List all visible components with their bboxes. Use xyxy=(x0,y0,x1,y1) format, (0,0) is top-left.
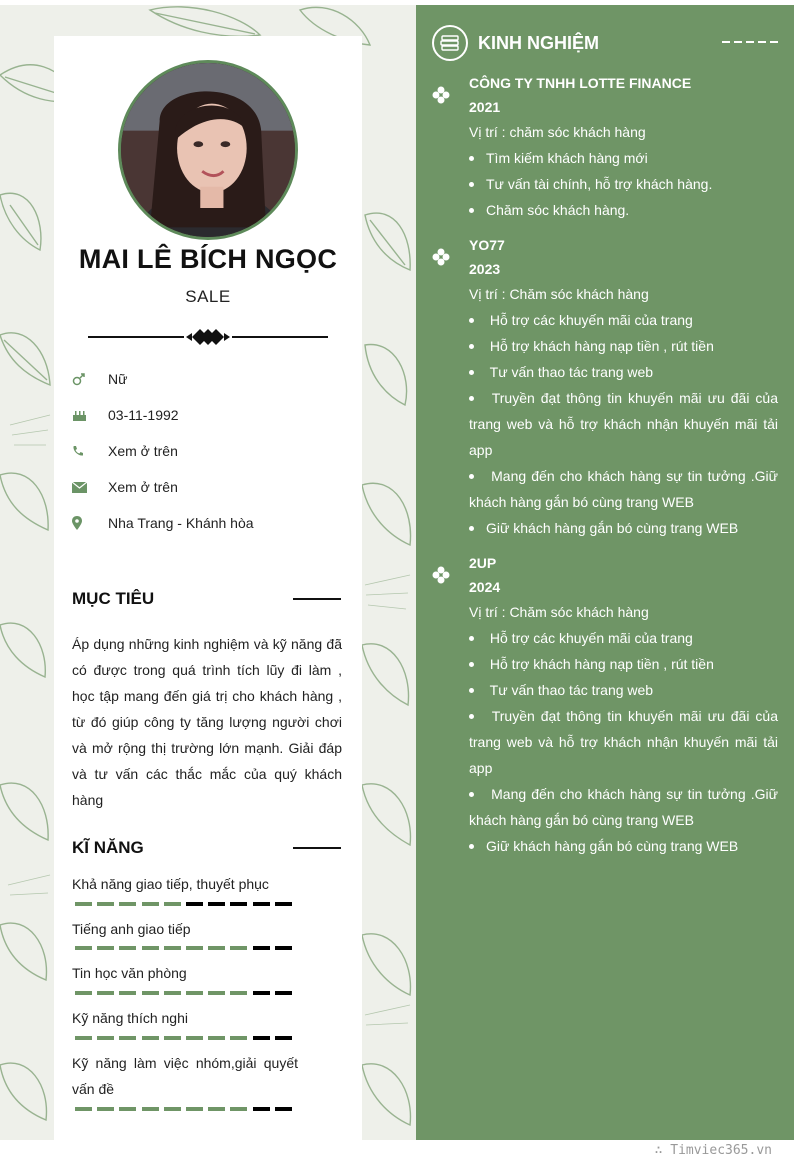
address-text: Nha Trang - Khánh hòa xyxy=(108,515,254,531)
flower-bullet-icon xyxy=(432,248,450,266)
job-bullet: Truyền đạt thông tin khuyến mãi ưu đãi của trang web và hỗ trợ khách nhận khuyến mãi tải app xyxy=(469,708,778,776)
flower-bullet-icon xyxy=(432,86,450,104)
job-bullet: Hỗ trợ khách hàng nạp tiền , rút tiền xyxy=(469,333,778,359)
skill-segment-filled xyxy=(186,1107,203,1111)
job-bullet: Truyền đạt thông tin khuyến mãi ưu đãi của trang web và hỗ trợ khách nhận khuyến mãi tải app xyxy=(469,390,778,458)
skill-segment-filled xyxy=(164,902,181,906)
skill-name: Kỹ năng làm việc nhóm,giải quyết vấn đề xyxy=(72,1055,298,1097)
skill-segment-filled xyxy=(119,946,136,950)
skills-title-line xyxy=(293,847,341,849)
job-bullet: Hỗ trợ các khuyến mãi của trang xyxy=(469,307,778,333)
skill-segment-empty xyxy=(186,902,203,906)
map-pin-icon xyxy=(72,516,108,530)
skill-name: Khả năng giao tiếp, thuyết phục xyxy=(72,876,269,892)
skill-segment-filled xyxy=(75,902,92,906)
skill-segment-filled xyxy=(230,991,247,995)
skill-segment-empty xyxy=(275,1107,292,1111)
job-bullet: Hỗ trợ khách hàng nạp tiền , rút tiền xyxy=(469,651,778,677)
job-bullet: Mang đến cho khách hàng sự tin tưởng .Giữ khách hàng gắn bó cùng trang WEB xyxy=(469,468,778,510)
skill-segment-empty xyxy=(230,902,247,906)
skill-segment-filled xyxy=(97,946,114,950)
skill-segment-filled xyxy=(97,991,114,995)
skill-segment-filled xyxy=(75,991,92,995)
experience-title: KINH NGHIỆM xyxy=(478,32,599,53)
skill-segment-empty xyxy=(275,1036,292,1040)
skill-segment-filled xyxy=(119,902,136,906)
skill-level-bar xyxy=(75,991,297,995)
skill-segment-empty xyxy=(253,1036,270,1040)
birthday-text: 03-11-1992 xyxy=(108,407,179,423)
skill-segment-filled xyxy=(97,1107,114,1111)
skill-segment-filled xyxy=(142,1036,159,1040)
job-bullet: Giữ khách hàng gắn bó cùng trang WEB xyxy=(469,515,778,541)
skill-segment-filled xyxy=(75,1107,92,1111)
job-year: 2023 xyxy=(469,261,501,277)
skill-level-bar xyxy=(75,946,297,950)
job-bullet: Tư vấn thao tác trang web xyxy=(469,359,778,385)
skill-segment-filled xyxy=(230,1036,247,1040)
avatar xyxy=(118,60,298,240)
phone-icon xyxy=(72,445,108,457)
objective-title-line xyxy=(293,598,341,600)
skill-segment-filled xyxy=(97,1036,114,1040)
skill-segment-empty xyxy=(208,902,225,906)
experience-header xyxy=(432,25,599,61)
skill-level-bar xyxy=(75,1036,297,1040)
skill-segment-filled xyxy=(208,946,225,950)
job-bullet: Tìm kiếm khách hàng mới xyxy=(469,145,778,171)
skill-segment-filled xyxy=(164,946,181,950)
skill-segment-filled xyxy=(208,1036,225,1040)
skill-level-bar xyxy=(75,1107,297,1111)
info-email xyxy=(72,476,178,498)
info-gender xyxy=(72,368,127,390)
job-position: Vị trí : Chăm sóc khách hàng xyxy=(469,604,649,620)
skill-segment-empty xyxy=(275,946,292,950)
gender-text: Nữ xyxy=(108,371,128,387)
job-bullet: Giữ khách hàng gắn bó cùng trang WEB xyxy=(469,833,778,859)
skill-segment-filled xyxy=(208,1107,225,1111)
skill-segment-filled xyxy=(142,946,159,950)
company-name: 2UP xyxy=(469,555,497,571)
skill-segment-filled xyxy=(164,1107,181,1111)
objective-title: MỤC TIÊU xyxy=(72,589,155,608)
info-phone xyxy=(72,440,178,462)
skill-segment-filled xyxy=(186,1036,203,1040)
skill-segment-filled xyxy=(164,991,181,995)
skill-segment-filled xyxy=(119,1107,136,1111)
skill-segment-filled xyxy=(119,991,136,995)
job-bullet: Hỗ trợ các khuyến mãi của trang xyxy=(469,625,778,651)
skill-segment-filled xyxy=(75,1036,92,1040)
job-bullet: Chăm sóc khách hàng. xyxy=(469,197,778,223)
skill-segment-empty xyxy=(253,1107,270,1111)
skill-name: Tin học văn phòng xyxy=(72,965,187,981)
job-bullet: Tư vấn tài chính, hỗ trợ khách hàng. xyxy=(469,171,778,197)
candidate-name: MAI LÊ BÍCH NGỌC xyxy=(78,244,338,274)
objective-text: Áp dụng những kinh nghiệm và kỹ năng đã có được trong quá trình tích lũy đi làm , học tập mang đến giá trị cho khách hàng , từ đó giúp công ty tăng lượng người chơi và mở rộng thị trường lớn mạnh. Giải đáp và tư vấn các thắc mắc của quý khách hàng xyxy=(72,636,342,808)
footer-watermark: ∴ Timviec365.vn xyxy=(654,1143,772,1158)
skill-segment-filled xyxy=(97,902,114,906)
company-name: CÔNG TY TNHH LOTTE FINANCE xyxy=(469,75,692,91)
job-year: 2024 xyxy=(469,579,501,595)
skill-segment-filled xyxy=(164,1036,181,1040)
books-icon xyxy=(432,25,468,61)
job-year: 2021 xyxy=(469,99,501,115)
skill-segment-empty xyxy=(275,902,292,906)
gender-icon xyxy=(72,372,108,386)
skill-segment-filled xyxy=(186,946,203,950)
job-position: Vị trí : chăm sóc khách hàng xyxy=(469,124,646,140)
email-text: Xem ở trên xyxy=(108,479,178,495)
skill-segment-empty xyxy=(253,991,270,995)
skill-name: Tiếng anh giao tiếp xyxy=(72,921,191,937)
skill-segment-filled xyxy=(142,902,159,906)
info-birthday xyxy=(72,404,179,426)
birthday-cake-icon xyxy=(72,408,108,422)
flower-bullet-icon xyxy=(432,566,450,584)
phone-text: Xem ở trên xyxy=(108,443,178,459)
envelope-icon xyxy=(72,482,108,493)
skill-segment-filled xyxy=(186,991,203,995)
job-position: Vị trí : Chăm sóc khách hàng xyxy=(469,286,649,302)
skill-segment-filled xyxy=(230,1107,247,1111)
skill-level-bar xyxy=(75,902,297,906)
skill-segment-filled xyxy=(142,1107,159,1111)
skill-segment-empty xyxy=(253,946,270,950)
ornament-divider xyxy=(88,325,328,349)
skill-segment-empty xyxy=(253,902,270,906)
skill-segment-filled xyxy=(230,946,247,950)
info-address xyxy=(72,512,254,534)
skill-segment-filled xyxy=(208,991,225,995)
skill-segment-filled xyxy=(75,946,92,950)
skill-segment-filled xyxy=(119,1036,136,1040)
job-title: SALE xyxy=(185,287,231,306)
skills-title: KĨ NĂNG xyxy=(72,838,144,857)
job-bullet: Mang đến cho khách hàng sự tin tưởng .Giữ khách hàng gắn bó cùng trang WEB xyxy=(469,786,778,828)
skill-segment-filled xyxy=(142,991,159,995)
skill-name: Kỹ năng thích nghi xyxy=(72,1010,188,1026)
job-bullet: Tư vấn thao tác trang web xyxy=(469,677,778,703)
company-name: YO77 xyxy=(469,237,505,253)
experience-title-line xyxy=(722,41,778,43)
skill-segment-empty xyxy=(275,991,292,995)
